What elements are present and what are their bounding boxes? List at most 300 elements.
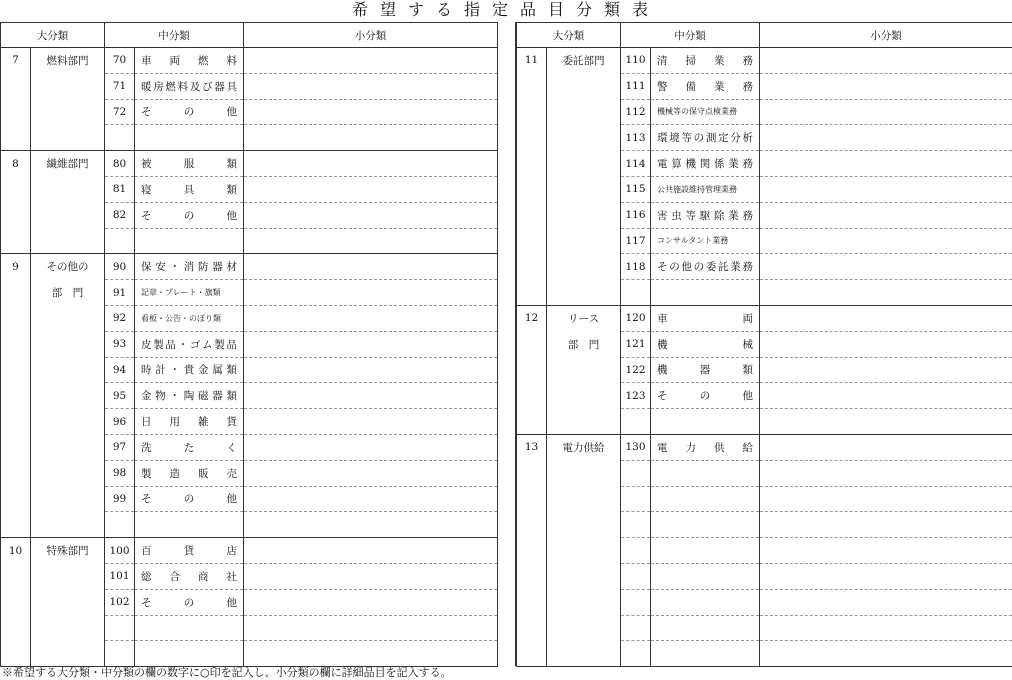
minor-category-input[interactable] bbox=[760, 125, 1012, 151]
middle-category-name bbox=[651, 486, 760, 512]
minor-category-input[interactable] bbox=[760, 305, 1012, 331]
major-number bbox=[1, 228, 31, 254]
middle-number: 81 bbox=[105, 176, 135, 202]
table-row bbox=[517, 48, 1012, 74]
middle-category-name: 電力供給 bbox=[651, 434, 760, 460]
table-row bbox=[517, 383, 1012, 409]
minor-category-input[interactable] bbox=[760, 48, 1012, 74]
major-number bbox=[1, 280, 31, 306]
middle-category-name: 被服類 bbox=[135, 151, 244, 177]
major-number: 11 bbox=[517, 48, 547, 74]
minor-category-input[interactable] bbox=[760, 99, 1012, 125]
minor-category-input[interactable] bbox=[244, 460, 498, 486]
major-name bbox=[31, 615, 105, 641]
major-number bbox=[1, 383, 31, 409]
middle-number bbox=[621, 280, 651, 306]
major-name: 部 門 bbox=[547, 331, 621, 357]
minor-category-input[interactable] bbox=[760, 615, 1012, 641]
major-name bbox=[31, 305, 105, 331]
major-number bbox=[1, 305, 31, 331]
middle-number bbox=[621, 538, 651, 564]
middle-number bbox=[621, 486, 651, 512]
middle-number: 100 bbox=[105, 538, 135, 564]
minor-category-input[interactable] bbox=[244, 486, 498, 512]
major-number bbox=[517, 641, 547, 667]
major-name bbox=[31, 589, 105, 615]
major-name bbox=[547, 202, 621, 228]
table-row bbox=[517, 641, 1012, 667]
middle-number bbox=[621, 641, 651, 667]
table-row bbox=[1, 615, 498, 641]
middle-number: 114 bbox=[621, 151, 651, 177]
middle-number: 82 bbox=[105, 202, 135, 228]
middle-number bbox=[105, 125, 135, 151]
major-number bbox=[1, 125, 31, 151]
major-number bbox=[1, 589, 31, 615]
major-number bbox=[1, 641, 31, 667]
minor-category-input[interactable] bbox=[244, 202, 498, 228]
table-row bbox=[1, 228, 498, 254]
middle-category-name: 皮製品・ゴム製品 bbox=[135, 331, 244, 357]
middle-category-name bbox=[135, 641, 244, 667]
middle-number: 113 bbox=[621, 125, 651, 151]
middle-number: 80 bbox=[105, 151, 135, 177]
major-name: 委託部門 bbox=[547, 48, 621, 74]
middle-number bbox=[621, 563, 651, 589]
major-number bbox=[1, 615, 31, 641]
header-minor: 小分類 bbox=[244, 23, 498, 48]
major-name bbox=[31, 228, 105, 254]
middle-number: 95 bbox=[105, 383, 135, 409]
middle-category-name: 洗たく bbox=[135, 434, 244, 460]
minor-category-input[interactable] bbox=[244, 434, 498, 460]
major-name: リース bbox=[547, 305, 621, 331]
major-name bbox=[547, 99, 621, 125]
major-number bbox=[1, 331, 31, 357]
table-row bbox=[1, 589, 498, 615]
minor-category-input[interactable] bbox=[760, 383, 1012, 409]
table-row bbox=[517, 512, 1012, 538]
major-number bbox=[1, 512, 31, 538]
middle-category-name: 保安・消防器材 bbox=[135, 254, 244, 280]
major-number bbox=[517, 202, 547, 228]
table-row bbox=[1, 383, 498, 409]
major-name bbox=[31, 99, 105, 125]
table-row bbox=[1, 460, 498, 486]
table-row bbox=[517, 589, 1012, 615]
minor-category-input[interactable] bbox=[244, 280, 498, 306]
table-row bbox=[517, 176, 1012, 202]
major-name: 電力供給 bbox=[547, 434, 621, 460]
table-row bbox=[1, 434, 498, 460]
header-minor: 小分類 bbox=[760, 23, 1012, 48]
major-number bbox=[1, 202, 31, 228]
major-number bbox=[517, 512, 547, 538]
middle-category-name: 暖房燃料及び器具 bbox=[135, 73, 244, 99]
middle-category-name: 時計・貴金属類 bbox=[135, 357, 244, 383]
middle-number: 120 bbox=[621, 305, 651, 331]
minor-category-input[interactable] bbox=[760, 641, 1012, 667]
middle-category-name: 製造販売 bbox=[135, 460, 244, 486]
major-name bbox=[31, 383, 105, 409]
middle-category-name: その他 bbox=[135, 99, 244, 125]
major-name: 特殊部門 bbox=[31, 538, 105, 564]
middle-category-name bbox=[651, 538, 760, 564]
classification-table-left bbox=[0, 22, 498, 667]
minor-category-input[interactable] bbox=[760, 176, 1012, 202]
middle-category-name: 日用雑貨 bbox=[135, 409, 244, 435]
middle-number: 98 bbox=[105, 460, 135, 486]
major-name: その他の bbox=[31, 254, 105, 280]
table-row bbox=[1, 357, 498, 383]
middle-number: 111 bbox=[621, 73, 651, 99]
major-name bbox=[547, 125, 621, 151]
table-row bbox=[1, 512, 498, 538]
major-name: 部 門 bbox=[31, 280, 105, 306]
middle-number: 115 bbox=[621, 176, 651, 202]
minor-category-input[interactable] bbox=[244, 615, 498, 641]
middle-number: 118 bbox=[621, 254, 651, 280]
major-number bbox=[517, 615, 547, 641]
minor-category-input[interactable] bbox=[760, 589, 1012, 615]
minor-category-input[interactable] bbox=[760, 331, 1012, 357]
minor-category-input[interactable] bbox=[760, 512, 1012, 538]
major-number: 13 bbox=[517, 434, 547, 460]
major-name bbox=[547, 460, 621, 486]
minor-category-input[interactable] bbox=[760, 151, 1012, 177]
major-number bbox=[517, 409, 547, 435]
middle-category-name bbox=[135, 125, 244, 151]
minor-category-input[interactable] bbox=[760, 460, 1012, 486]
middle-number: 97 bbox=[105, 434, 135, 460]
major-name bbox=[31, 641, 105, 667]
header-row bbox=[517, 23, 1012, 48]
table-row bbox=[1, 48, 498, 74]
table-row bbox=[517, 538, 1012, 564]
middle-category-name: 環境等の測定分析 bbox=[651, 125, 760, 151]
major-number bbox=[517, 460, 547, 486]
header-major: 大分類 bbox=[1, 23, 105, 48]
footnote: ※希望する大分類・中分類の欄の数字に○印を記入し、小分類の欄に詳細品目を記入する。 bbox=[2, 666, 452, 679]
middle-category-name: 機械 bbox=[651, 331, 760, 357]
middle-number: 110 bbox=[621, 48, 651, 74]
middle-number bbox=[105, 641, 135, 667]
major-name bbox=[31, 563, 105, 589]
middle-category-name: 公共施設維持管理業務 bbox=[651, 176, 760, 202]
middle-category-name: 電算機関係業務 bbox=[651, 151, 760, 177]
table-row bbox=[517, 460, 1012, 486]
middle-category-name: その他 bbox=[135, 202, 244, 228]
major-name bbox=[31, 434, 105, 460]
major-number bbox=[1, 409, 31, 435]
table-row bbox=[517, 357, 1012, 383]
column-divider bbox=[497, 22, 516, 666]
table-row bbox=[1, 641, 498, 667]
middle-category-name: 警備業務 bbox=[651, 73, 760, 99]
minor-category-input[interactable] bbox=[760, 254, 1012, 280]
table-row bbox=[517, 151, 1012, 177]
middle-category-name: 機器類 bbox=[651, 357, 760, 383]
major-name bbox=[547, 538, 621, 564]
middle-category-name: その他 bbox=[135, 486, 244, 512]
middle-category-name: 清掃業務 bbox=[651, 48, 760, 74]
major-number: 12 bbox=[517, 305, 547, 331]
major-name bbox=[31, 486, 105, 512]
middle-number: 96 bbox=[105, 409, 135, 435]
table-row bbox=[517, 125, 1012, 151]
major-name bbox=[31, 331, 105, 357]
table-row bbox=[517, 228, 1012, 254]
minor-category-input[interactable] bbox=[244, 228, 498, 254]
table-row bbox=[1, 99, 498, 125]
table-row bbox=[1, 176, 498, 202]
minor-category-input[interactable] bbox=[244, 563, 498, 589]
major-number bbox=[1, 486, 31, 512]
middle-category-name bbox=[135, 228, 244, 254]
major-name bbox=[547, 589, 621, 615]
minor-category-input[interactable] bbox=[760, 202, 1012, 228]
minor-category-input[interactable] bbox=[760, 357, 1012, 383]
table-row bbox=[517, 331, 1012, 357]
minor-category-input[interactable] bbox=[760, 538, 1012, 564]
middle-category-name: 金物・陶磁器類 bbox=[135, 383, 244, 409]
middle-number: 72 bbox=[105, 99, 135, 125]
table-row bbox=[517, 99, 1012, 125]
middle-category-name: 車両 bbox=[651, 305, 760, 331]
major-name bbox=[547, 641, 621, 667]
middle-category-name bbox=[651, 409, 760, 435]
middle-category-name bbox=[651, 563, 760, 589]
table-row bbox=[517, 202, 1012, 228]
minor-category-input[interactable] bbox=[244, 305, 498, 331]
major-name bbox=[31, 357, 105, 383]
table-row bbox=[517, 280, 1012, 306]
table-row bbox=[1, 125, 498, 151]
middle-category-name bbox=[135, 615, 244, 641]
table-row bbox=[1, 305, 498, 331]
classification-table-right bbox=[516, 22, 1012, 667]
middle-category-name bbox=[135, 512, 244, 538]
major-number bbox=[517, 538, 547, 564]
minor-category-input[interactable] bbox=[244, 331, 498, 357]
middle-number bbox=[621, 460, 651, 486]
middle-number: 116 bbox=[621, 202, 651, 228]
table-row bbox=[517, 434, 1012, 460]
middle-number: 71 bbox=[105, 73, 135, 99]
major-name bbox=[31, 176, 105, 202]
middle-number bbox=[105, 228, 135, 254]
middle-number bbox=[621, 615, 651, 641]
major-name bbox=[547, 176, 621, 202]
middle-number: 102 bbox=[105, 589, 135, 615]
middle-category-name bbox=[651, 589, 760, 615]
middle-number: 90 bbox=[105, 254, 135, 280]
minor-category-input[interactable] bbox=[244, 99, 498, 125]
middle-category-name: 寝具類 bbox=[135, 176, 244, 202]
middle-category-name bbox=[651, 641, 760, 667]
table-row bbox=[1, 331, 498, 357]
table-row bbox=[517, 563, 1012, 589]
middle-category-name: 看板・公告・のぼり類 bbox=[135, 305, 244, 331]
minor-category-input[interactable] bbox=[244, 125, 498, 151]
middle-number: 101 bbox=[105, 563, 135, 589]
middle-category-name: その他 bbox=[135, 589, 244, 615]
major-number bbox=[517, 589, 547, 615]
middle-number: 91 bbox=[105, 280, 135, 306]
major-number: 10 bbox=[1, 538, 31, 564]
major-name bbox=[31, 73, 105, 99]
minor-category-input[interactable] bbox=[760, 228, 1012, 254]
table-row bbox=[1, 538, 498, 564]
table-row bbox=[1, 254, 498, 280]
major-name bbox=[547, 151, 621, 177]
middle-number: 99 bbox=[105, 486, 135, 512]
major-name: 繊維部門 bbox=[31, 151, 105, 177]
header-major: 大分類 bbox=[517, 23, 621, 48]
major-name bbox=[31, 512, 105, 538]
major-name bbox=[547, 280, 621, 306]
minor-category-input[interactable] bbox=[244, 151, 498, 177]
minor-category-input[interactable] bbox=[244, 641, 498, 667]
table-row bbox=[1, 151, 498, 177]
major-number bbox=[517, 280, 547, 306]
middle-category-name bbox=[651, 512, 760, 538]
middle-category-name: その他 bbox=[651, 383, 760, 409]
middle-number: 130 bbox=[621, 434, 651, 460]
major-number bbox=[1, 99, 31, 125]
major-name bbox=[547, 512, 621, 538]
middle-number: 123 bbox=[621, 383, 651, 409]
major-name bbox=[547, 563, 621, 589]
major-number bbox=[517, 176, 547, 202]
major-name bbox=[547, 254, 621, 280]
middle-category-name: 総合商社 bbox=[135, 563, 244, 589]
minor-category-input[interactable] bbox=[244, 383, 498, 409]
major-name bbox=[547, 486, 621, 512]
table-row bbox=[517, 254, 1012, 280]
major-number bbox=[517, 357, 547, 383]
middle-category-name: その他の委託業務 bbox=[651, 254, 760, 280]
table-row bbox=[517, 486, 1012, 512]
header-middle: 中分類 bbox=[621, 23, 760, 48]
middle-category-name: 機械等の保守点検業務 bbox=[651, 99, 760, 125]
middle-number: 94 bbox=[105, 357, 135, 383]
major-name: 燃料部門 bbox=[31, 48, 105, 74]
middle-number: 122 bbox=[621, 357, 651, 383]
minor-category-input[interactable] bbox=[244, 176, 498, 202]
major-name bbox=[31, 409, 105, 435]
middle-number bbox=[105, 512, 135, 538]
major-number: 9 bbox=[1, 254, 31, 280]
middle-category-name: コンサルタント業務 bbox=[651, 228, 760, 254]
minor-category-input[interactable] bbox=[244, 409, 498, 435]
header-middle: 中分類 bbox=[105, 23, 244, 48]
minor-category-input[interactable] bbox=[760, 280, 1012, 306]
middle-number bbox=[621, 409, 651, 435]
middle-category-name bbox=[651, 615, 760, 641]
minor-category-input[interactable] bbox=[244, 254, 498, 280]
minor-category-input[interactable] bbox=[760, 563, 1012, 589]
table-row bbox=[1, 486, 498, 512]
major-number bbox=[1, 357, 31, 383]
major-name bbox=[547, 228, 621, 254]
minor-category-input[interactable] bbox=[244, 538, 498, 564]
table-row bbox=[517, 409, 1012, 435]
major-number bbox=[517, 383, 547, 409]
minor-category-input[interactable] bbox=[244, 357, 498, 383]
middle-number: 92 bbox=[105, 305, 135, 331]
table-row bbox=[517, 73, 1012, 99]
major-number bbox=[517, 228, 547, 254]
minor-category-input[interactable] bbox=[244, 48, 498, 74]
major-number bbox=[517, 125, 547, 151]
middle-number bbox=[621, 512, 651, 538]
table-row bbox=[1, 202, 498, 228]
major-number bbox=[1, 434, 31, 460]
major-name bbox=[547, 383, 621, 409]
table-row bbox=[1, 563, 498, 589]
major-number bbox=[1, 176, 31, 202]
minor-category-input[interactable] bbox=[244, 73, 498, 99]
table-row bbox=[517, 305, 1012, 331]
middle-number: 93 bbox=[105, 331, 135, 357]
table-row bbox=[1, 73, 498, 99]
major-number bbox=[1, 73, 31, 99]
minor-category-input[interactable] bbox=[760, 486, 1012, 512]
major-name bbox=[547, 615, 621, 641]
major-number bbox=[1, 563, 31, 589]
major-name bbox=[31, 460, 105, 486]
minor-category-input[interactable] bbox=[760, 73, 1012, 99]
major-number bbox=[517, 331, 547, 357]
middle-number: 117 bbox=[621, 228, 651, 254]
major-number bbox=[1, 460, 31, 486]
table-row bbox=[1, 409, 498, 435]
middle-number: 121 bbox=[621, 331, 651, 357]
header-row bbox=[1, 23, 498, 48]
middle-category-name bbox=[651, 280, 760, 306]
middle-number: 70 bbox=[105, 48, 135, 74]
table-row bbox=[517, 615, 1012, 641]
page-title: 希望する指定品目分類表 bbox=[351, 0, 660, 19]
major-name bbox=[547, 409, 621, 435]
major-number bbox=[517, 254, 547, 280]
middle-category-name: 害虫等駆除業務 bbox=[651, 202, 760, 228]
major-name bbox=[31, 202, 105, 228]
minor-category-input[interactable] bbox=[244, 589, 498, 615]
middle-number bbox=[105, 615, 135, 641]
middle-category-name bbox=[651, 460, 760, 486]
major-name bbox=[547, 73, 621, 99]
middle-number: 112 bbox=[621, 99, 651, 125]
middle-category-name: 百貨店 bbox=[135, 538, 244, 564]
major-number bbox=[517, 99, 547, 125]
minor-category-input[interactable] bbox=[244, 512, 498, 538]
major-name bbox=[547, 357, 621, 383]
minor-category-input[interactable] bbox=[760, 409, 1012, 435]
major-number bbox=[517, 151, 547, 177]
middle-category-name: 記章・プレート・旗類 bbox=[135, 280, 244, 306]
major-number bbox=[517, 73, 547, 99]
middle-category-name: 車両燃料 bbox=[135, 48, 244, 74]
middle-number bbox=[621, 589, 651, 615]
major-number bbox=[517, 563, 547, 589]
major-number: 8 bbox=[1, 151, 31, 177]
table-row bbox=[1, 280, 498, 306]
major-number: 7 bbox=[1, 48, 31, 74]
major-name bbox=[31, 125, 105, 151]
minor-category-input[interactable] bbox=[760, 434, 1012, 460]
